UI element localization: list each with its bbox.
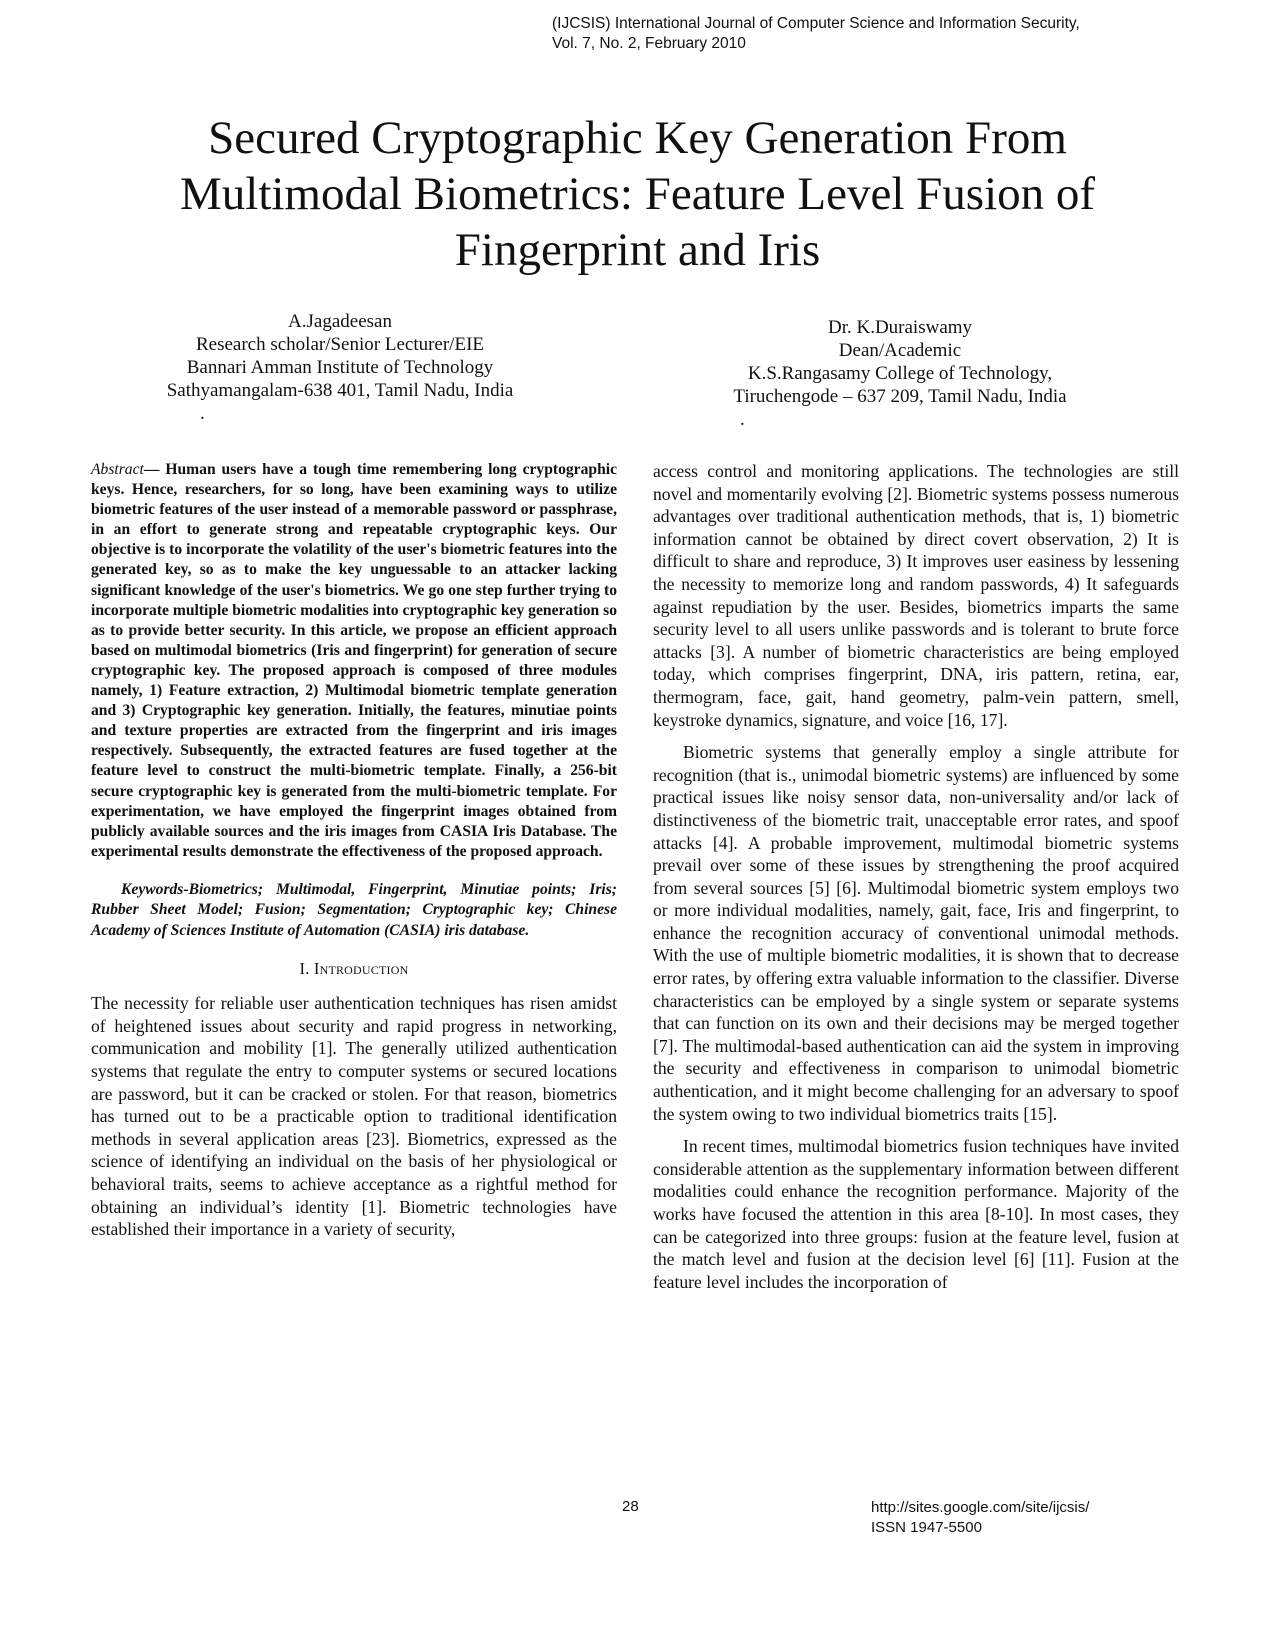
body-paragraph-1: access control and monitoring applications. The technologies are still novel and momentarily evolving [2]. Biometric systems possess numerous advantages over traditional authentication methods, that is, 1) biometric information cannot be obtained by direct covert observation, 2) It is difficult to share and reproduce, 3) It improves user easiness by lessening the necessity to memorize long and random passwords, 4) It safeguards against repudiation by the user. Besides, biometrics imparts the same security level to all users unlike passwords and is tolerant to brute force attacks [3]. A number of biometric characteristics are being employed today, which comprises fingerprint, DNA, iris pattern, retina, ear, thermogram, face, gait, hand geometry, palm-vein pattern, smell, keystroke dynamics, signature, and voice [16, 17]. xyxy=(653,461,1179,730)
author-dot: . xyxy=(200,403,205,424)
author-name: A.Jagadeesan xyxy=(288,311,392,332)
author-address: Sathyamangalam-638 401, Tamil Nadu, India xyxy=(166,380,514,401)
footer-issn: ISSN 1947-5500 xyxy=(871,1519,982,1536)
title-line-1: Secured Cryptographic Key Generation From xyxy=(208,112,1067,164)
keywords: Keywords-Biometrics; Multimodal, Fingerprint, Minutiae points; Iris; Rubber Sheet Model; Fusion; Segmentation; Cryptographic key; Chinese Academy of Sciences Institute of Automation (CASIA) iris database. xyxy=(91,880,617,940)
abstract-text: Human users have a tough time remembering long cryptographic keys. Hence, researchers, for so long, have been examining ways to utilize biometric features of the user instead of a memorable password or passphrase, in an effort to generate strong and repeatable cryptographic keys. Our objective is to incorporate the volatility of the user's biometric features into the generated key, so as to make the key unguessable to an attacker lacking significant knowledge of the user's biometrics. We go one step further trying to incorporate multiple biometric modalities into cryptographic key generation so as to provide better security. In this article, we propose an efficient approach based on multimodal biometrics (Iris and fingerprint) for generation of secure cryptographic key. The proposed approach is composed of three modules namely, 1) Feature extraction, 2) Multimodal biometric template generation and 3) Cryptographic key generation. Initially, the features, minutiae points and texture properties are extracted from the fingerprint and iris images respectively. Subsequently, the extracted features are fused together at the feature level to construct the multi-biometric template. Finally, a 256-bit secure cryptographic key is generated from the multi-biometric template. For experimentation, we have employed the fingerprint images obtained from publicly available sources and the iris images from CASIA Iris Database. The experimental results demonstrate the effectiveness of the proposed approach. xyxy=(91,461,617,860)
journal-header-line-2: Vol. 7, No. 2, February 2010 xyxy=(552,35,746,52)
journal-header-line-1: (IJCSIS) International Journal of Computer Science and Information Security, xyxy=(552,15,1080,32)
title-line-2: Multimodal Biometrics: Feature Level Fusion of xyxy=(179,168,1096,220)
author-address: Tiruchengode – 637 209, Tamil Nadu, India xyxy=(733,386,1067,407)
left-column xyxy=(91,460,617,1241)
right-column xyxy=(653,460,1179,1293)
intro-paragraph-1: The necessity for reliable user authentication techniques has risen amidst of heightened issues about security and rapid progress in networking, communication and mobility [1]. The generally utilized authentication systems that regulate the entry to computer systems or secured locations are password, but it can be cracked or stolen. For that reason, biometrics has turned out to be a practicable option to traditional identification methods in several application areas [23]. Biometrics, expressed as the science of identifying an individual on the basis of her physiological or behavioral traits, seems to achieve acceptance as a rightful method for obtaining an individual’s identity [1]. Biometric technologies have established their importance in a variety of security, xyxy=(91,993,617,1240)
author-dot: . xyxy=(740,409,745,430)
author-block-1 xyxy=(130,310,550,425)
body-paragraph-2: Biometric systems that generally employ a single attribute for recognition (that is., unimodal biometric systems) are influenced by some practical issues like noisy sensor data, non-universality and/or lack of distinctiveness of the biometric trait, unacceptable error rates, and spoof attacks [4]. A probable improvement, multimodal biometric systems prevail over some of these issues by strengthening the proof acquired from several sources [5] [6]. Multimodal biometric system employs two or more individual modalities, namely, gait, face, Iris and fingerprint, to enhance the recognition accuracy of conventional unimodal methods. With the use of multiple biometric modalities, it is shown that to decrease error rates, by offering extra valuable information to the classifier. Diverse characteristics can be employed by a single system or separate systems that can function on its own and their decisions may be merged together [7]. The multimodal-based authentication can aid the system in improving the security and effectiveness in comparison to unimodal biometric authentication, and it might become challenging for an adversary to spoof the system owing to two individual biometrics traits [15]. xyxy=(653,742,1179,1124)
author-role: Research scholar/Senior Lecturer/EIE xyxy=(195,334,485,355)
footer-url[interactable]: http://sites.google.com/site/ijcsis/ xyxy=(871,1499,1090,1516)
author-affiliation: K.S.Rangasamy College of Technology, xyxy=(747,363,1053,384)
abstract-label: Abstract xyxy=(91,461,144,478)
footer-journal-info xyxy=(871,1498,1089,1538)
abstract-dash: — xyxy=(143,461,160,478)
journal-header xyxy=(552,14,1080,54)
page-number: 28 xyxy=(622,1498,639,1515)
title-line-3: Fingerprint and Iris xyxy=(454,224,821,276)
author-name: Dr. K.Duraiswamy xyxy=(827,317,973,338)
author-affiliation: Bannari Amman Institute of Technology xyxy=(186,357,494,378)
paper-title xyxy=(120,110,1155,278)
abstract xyxy=(91,460,617,862)
author-block-2 xyxy=(690,316,1110,431)
body-paragraph-3: In recent times, multimodal biometrics fusion techniques have invited considerable attention as the supplementary information between different modalities could enhance the recognition performance. Majority of the works have focused the attention in this area [8-10]. In most cases, they can be categorized into three groups: fusion at the feature level, fusion at the match level and fusion at the decision level [6] [11]. Fusion at the feature level includes the incorporation of xyxy=(653,1136,1179,1292)
section-heading-introduction: I. Introduction xyxy=(299,958,409,978)
author-role: Dean/Academic xyxy=(838,340,962,361)
